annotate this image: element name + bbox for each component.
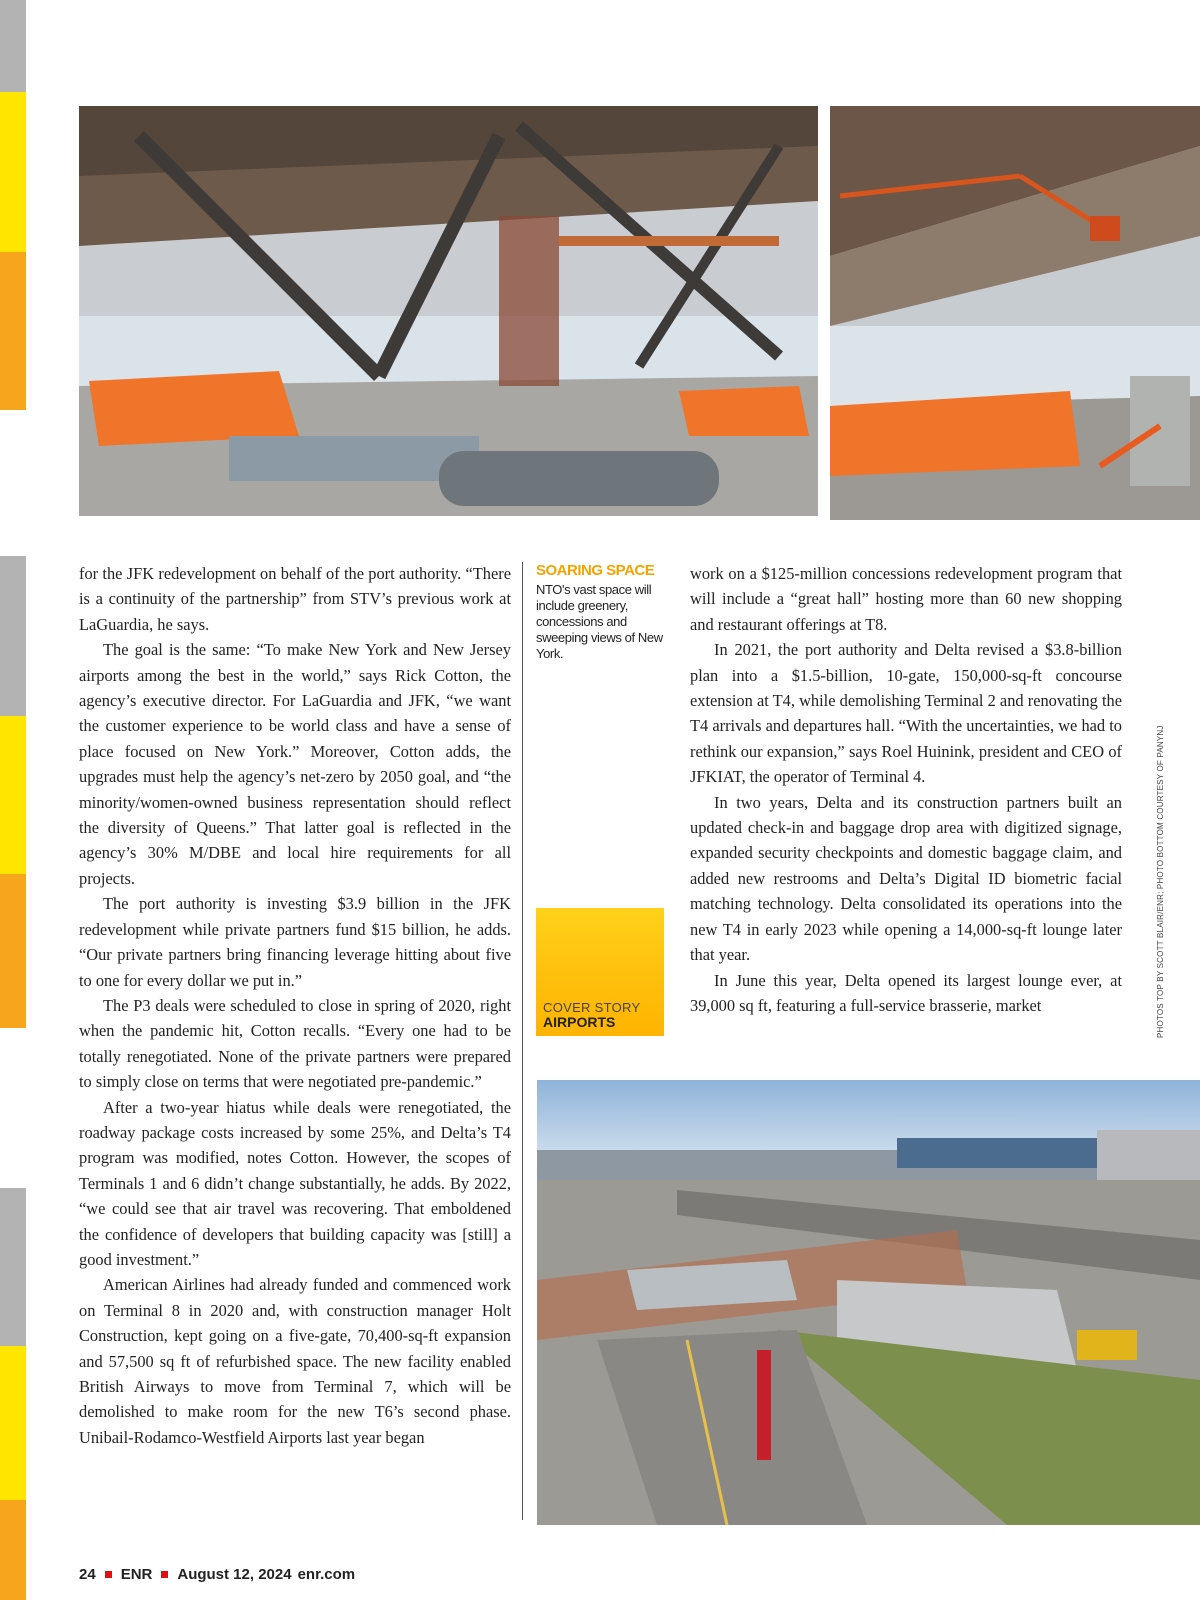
issue-date: August 12, 2024 (177, 1566, 292, 1583)
edge-tab-6 (0, 874, 26, 1028)
edge-tab-5 (0, 716, 26, 874)
body-paragraph: After a two-year hiatus while deals were renegotiated, the roadway package costs increased by some 25%, and Delta’s T4 program was modified, notes Cotton. However, the scopes of Terminals 1 and 6 didn’t change substantially, he adds. By 2022, “we could see that air travel was recovering. That emboldened the confidence of developers that building capacity was [still] a good investment.” (79, 1097, 511, 1269)
photo-terminal-interior-crane (830, 106, 1200, 520)
page-footer (79, 1566, 355, 1583)
edge-tab-4 (0, 556, 26, 716)
photo-terminal-roof-structure (79, 106, 818, 516)
edge-tab-8 (0, 1346, 26, 1500)
body-paragraph: In June this year, Delta opened its largest lounge ever, at 39,000 sq ft, featuring a full-service brasserie, market (690, 970, 1122, 1015)
page-number: 24 (79, 1566, 96, 1583)
caption-title: SOARING SPACE (536, 562, 655, 579)
body-paragraph: In two years, Delta and its construction partners built an updated check-in and baggage drop area with digitized signage, expanded security checkpoints and domestic baggage claim, and added new restrooms and Delta’s Digital ID biometric facial matching technology. Delta consolidated its operations into the new T4 in early 2023 while opening a 14,000-sq-ft lounge later that year. (690, 792, 1122, 965)
edge-tab-9 (0, 1500, 26, 1600)
photo-caption (536, 562, 664, 662)
edge-tab-3 (0, 252, 26, 410)
separator-square-icon (161, 1571, 168, 1578)
website: enr.com (297, 1566, 356, 1583)
edge-tab-1 (0, 0, 26, 92)
photo-credit: PHOTOS TOP BY SCOTT BLAIR/ENR; PHOTO BOTTOM COURTESY OF PANYNJ (1156, 725, 1165, 1038)
section-tag (536, 908, 664, 1036)
caption-text: NTO's vast space will include greenery, concessions and sweeping views of New York. (536, 582, 663, 661)
body-paragraph: The P3 deals were scheduled to close in spring of 2020, right when the pandemic hit, Cotton recalls. “Every one had to be totally renegotiated. None of the private partners were prepared to simply close on terms that were negotiated pre-pandemic.” (79, 995, 511, 1092)
edge-tab-2 (0, 92, 26, 252)
body-paragraph: The port authority is investing $3.9 billion in the JFK redevelopment while private partners fund $15 billion, he adds. “Our private partners bring financing leverage hitting about five to one for every dollar we put in.” (79, 894, 511, 990)
section-subject: AIRPORTS (543, 1014, 616, 1030)
magazine-brand: ENR (120, 1566, 153, 1583)
section-label: COVER STORY (543, 1000, 641, 1015)
body-column-left (79, 561, 511, 1450)
body-paragraph: work on a $125-million concessions redevelopment program that will include a “great hall” hosting more than 60 new shopping and restaurant offerings at T8. (690, 564, 1122, 634)
separator-square-icon (105, 1571, 112, 1578)
body-paragraph: for the JFK redevelopment on behalf of the port authority. “There is a continuity of the partnership” from STV’s previous work at LaGuardia, he says. (79, 564, 511, 634)
photo-aerial-construction (537, 1080, 1200, 1525)
body-paragraph: American Airlines had already funded and commenced work on Terminal 8 in 2020 and, with construction manager Holt Construction, kept going on a five-gate, 70,400-sq-ft expansion and 57,500 sq ft of refurbished space. The new facility enabled British Airways to move from Terminal 7, which will be demolished to make room for the new T6’s second phase. Unibail-Rodamco-Westfield Airports last year began (79, 1275, 511, 1447)
column-divider (522, 562, 523, 1520)
body-paragraph: The goal is the same: “To make New York and New Jersey airports among the best in the world,” says Rick Cotton, the agency’s executive director. For LaGuardia and JFK, “we want the customer experience to be world class and have a sense of place focused on New York.” Moreover, Cotton adds, the upgrades must help the agency’s net-zero by 2050 goal, and “the minority/women-owned business representation should reflect the diversity of Queens.” That latter goal is reflected in the agency’s 30% M/DBE and local hire requirements for all projects. (79, 640, 511, 888)
body-column-right (690, 561, 1122, 1018)
body-paragraph: In 2021, the port authority and Delta revised a $3.8-billion plan into a $1.5-billion, 10-gate, 150,000-sq-ft concourse extension at T4, while demolishing Terminal 2 and renovating the T4 arrivals and departures hall. “With the uncertainties, we had to rethink our expansion,” says Roel Huinink, president and CEO of JFKIAT, the operator of Terminal 4. (690, 640, 1122, 787)
edge-tab-7 (0, 1188, 26, 1346)
